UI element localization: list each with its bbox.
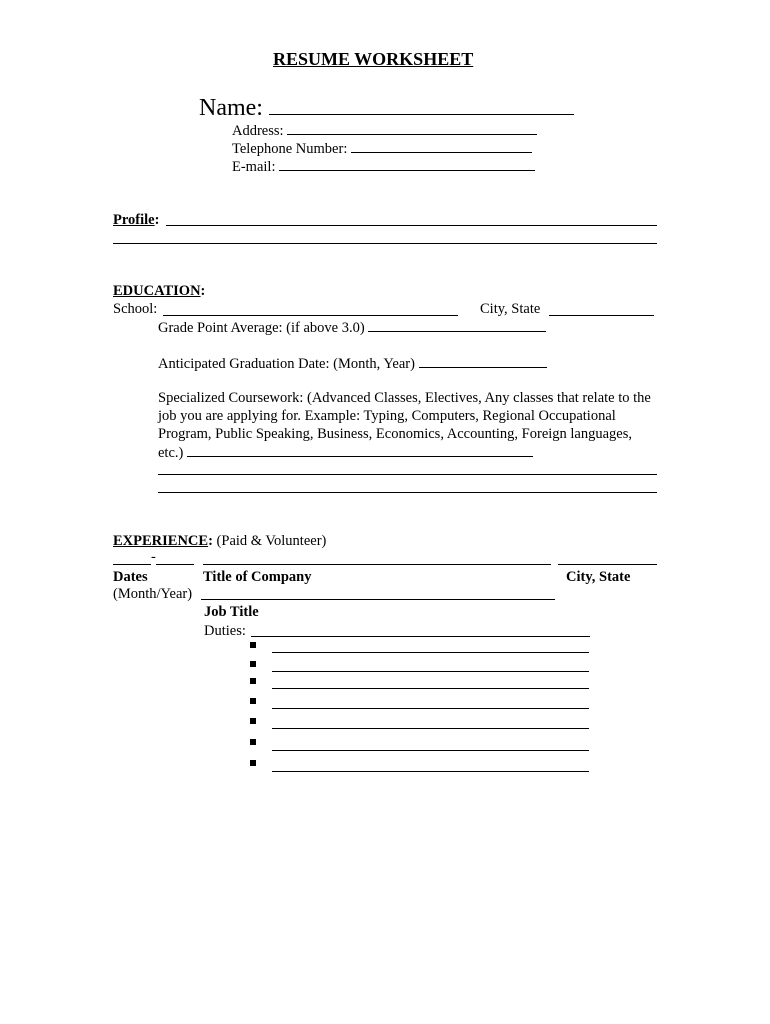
duties-label: Duties: xyxy=(204,623,246,639)
job-title-label: Job Title xyxy=(204,604,259,620)
email-label: E-mail: xyxy=(232,159,276,175)
gpa-row xyxy=(158,318,546,337)
telephone-field[interactable] xyxy=(351,139,532,153)
telephone-label: Telephone Number: xyxy=(232,141,348,157)
coursework-line-3[interactable] xyxy=(158,492,657,493)
experience-city-state-label: City, State xyxy=(566,569,631,585)
address-row xyxy=(232,121,537,140)
profile-colon: : xyxy=(154,212,160,228)
experience-note: (Paid & Volunteer) xyxy=(216,533,327,549)
experience-colon: : xyxy=(208,533,213,549)
duty-bullet-7 xyxy=(250,760,256,766)
page-title: RESUME WORKSHEET xyxy=(273,49,474,69)
start-date-field[interactable] xyxy=(113,564,151,565)
profile-row xyxy=(113,211,159,229)
address-label: Address: xyxy=(232,123,284,139)
duty-line-4[interactable] xyxy=(272,708,589,709)
duty-bullet-3 xyxy=(250,678,256,684)
email-row xyxy=(232,157,535,176)
school-row xyxy=(113,300,157,318)
education-heading-row xyxy=(113,282,205,300)
profile-line-1[interactable] xyxy=(166,225,657,226)
month-year-label: (Month/Year) xyxy=(113,586,193,602)
name-label: Name: xyxy=(199,95,263,121)
duty-line-7[interactable] xyxy=(272,771,589,772)
school-city-state-field[interactable] xyxy=(549,315,654,316)
duty-bullet-5 xyxy=(250,718,256,724)
coursework-line-2[interactable] xyxy=(158,474,657,475)
duty-bullet-1 xyxy=(250,642,256,648)
duty-bullet-6 xyxy=(250,739,256,745)
coursework-text: Specialized Coursework: (Advanced Classes, Electives, Any classes that relate to the job you are applying for. Example: Typing, Computers, Regional Occupational Program, Public Speaking, Business, Economics, Accounting, Foreign languages, etc.) xyxy=(158,390,651,461)
school-field[interactable] xyxy=(163,315,458,316)
telephone-row xyxy=(232,139,532,158)
school-city-state-label: City, State xyxy=(480,301,541,317)
profile-label: Profile xyxy=(113,212,155,228)
experience-city-state-field[interactable] xyxy=(558,564,657,565)
graduation-field[interactable] xyxy=(419,354,547,368)
experience-heading-row xyxy=(113,532,326,550)
gpa-field[interactable] xyxy=(368,318,546,332)
address-field[interactable] xyxy=(287,121,537,135)
end-date-field[interactable] xyxy=(156,564,194,565)
graduation-label: Anticipated Graduation Date: (Month, Year) xyxy=(158,356,415,372)
date-dash: - xyxy=(151,549,156,565)
education-colon: : xyxy=(200,283,206,299)
profile-line-2[interactable] xyxy=(113,243,657,244)
experience-heading: EXPERIENCE xyxy=(113,533,209,549)
dates-label: Dates xyxy=(113,569,148,585)
duties-row xyxy=(204,622,246,640)
education-heading: EDUCATION xyxy=(113,283,201,299)
job-title-field[interactable] xyxy=(201,599,555,600)
duty-line-6[interactable] xyxy=(272,750,589,751)
duties-field[interactable] xyxy=(251,636,590,637)
duty-bullet-2 xyxy=(250,661,256,667)
company-field[interactable] xyxy=(203,564,551,565)
gpa-label: Grade Point Average: (if above 3.0) xyxy=(158,320,365,336)
coursework-field[interactable] xyxy=(187,443,533,457)
graduation-row xyxy=(158,354,547,373)
duty-line-3[interactable] xyxy=(272,688,589,689)
company-label: Title of Company xyxy=(203,569,312,585)
school-label: School: xyxy=(113,301,158,317)
email-field[interactable] xyxy=(279,157,535,171)
duty-bullet-4 xyxy=(250,698,256,704)
duty-line-2[interactable] xyxy=(272,671,589,672)
coursework-paragraph xyxy=(158,389,658,462)
duty-line-5[interactable] xyxy=(272,728,589,729)
name-row xyxy=(199,94,574,122)
name-field[interactable] xyxy=(269,94,574,115)
duty-line-1[interactable] xyxy=(272,652,589,653)
city-state-row xyxy=(480,300,540,318)
